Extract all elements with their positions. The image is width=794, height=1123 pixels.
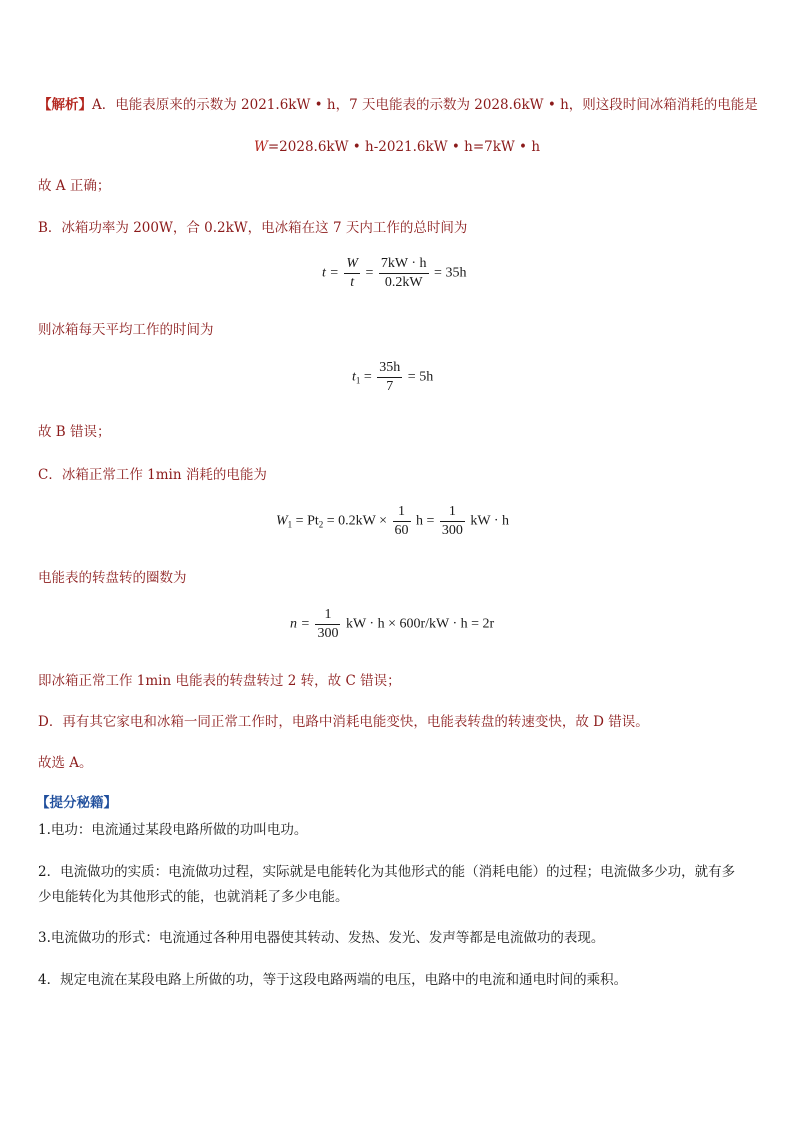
eq-w1-frac2-num: 1 xyxy=(440,504,465,522)
equation-w-rest: =2028.6kW • h-2021.6kW • h=7kW • h xyxy=(267,139,541,155)
equation-w1 xyxy=(276,504,509,539)
analysis-line-a xyxy=(38,96,758,114)
equation-n xyxy=(290,607,494,642)
tips-item-3: 3.电流做功的形式：电流通过各种用电器使其转动、发热、发光、发声等都是电流做功的表现。 xyxy=(38,930,605,946)
analysis-line-c: C．冰箱正常工作 1min 消耗的电能为 xyxy=(38,467,267,483)
eq-t1-lhs-sub: 1 xyxy=(355,375,361,386)
eq-n-den: 300 xyxy=(317,626,339,641)
eq-t1-rhs: = 5h xyxy=(407,369,434,385)
eq-w1-part1: = 0.2kW × xyxy=(326,513,388,529)
eq-n-lhs: n = xyxy=(290,616,310,632)
eq-t-frac2-num: 7kW · h xyxy=(379,256,429,274)
eq-w1-lhs: W xyxy=(276,513,288,529)
eq-w1-lhs-sub: 1 xyxy=(287,519,293,530)
eq-w1-frac2-den: 300 xyxy=(441,523,463,538)
eq-w1-mid-sub: 2 xyxy=(318,519,324,530)
analysis-line-b2: 则冰箱每天平均工作的时间为 xyxy=(38,322,214,338)
analysis-line-c2: 电能表的转盘转的圈数为 xyxy=(38,570,187,586)
eq-n-rhs: kW · h × 600r/kW · h = 2r xyxy=(345,616,495,632)
eq-t-frac2 xyxy=(379,256,429,291)
analysis-line-b: B．冰箱功率为 200W，合 0.2kW，电冰箱在这 7 天内工作的总时间为 xyxy=(38,220,468,236)
equation-w-symbol: W xyxy=(253,139,268,155)
eq-t1-lhs: t xyxy=(352,369,356,385)
eq-n-num: 1 xyxy=(315,607,340,625)
tips-item-2-line-1: 2．电流做功的实质：电流做功过程，实际就是电能转化为其他形式的能（消耗电能）的过程；电流做多少功，就有多 xyxy=(38,864,736,880)
eq-t-frac1 xyxy=(344,256,360,291)
tips-heading: 【提分秘籍】 xyxy=(36,795,117,811)
eq-w1-frac1-den: 60 xyxy=(394,523,409,538)
eq-t1-equals: = xyxy=(363,369,372,385)
eq-t-frac2-den: 0.2kW xyxy=(384,275,423,290)
conclusion-a: 故 A 正确； xyxy=(38,178,111,194)
eq-t-lhs: t = xyxy=(322,265,339,281)
eq-t-equals: = xyxy=(365,265,374,281)
final-answer: 故选 A。 xyxy=(38,755,93,771)
eq-t1-num: 35h xyxy=(377,360,402,378)
eq-t1-frac xyxy=(377,360,402,395)
tips-item-4: 4．规定电流在某段电路上所做的功，等于这段电路两端的电压，电路中的电流和通电时间的乘积。 xyxy=(38,972,628,988)
eq-w1-part2: h = xyxy=(416,513,435,529)
conclusion-c: 即冰箱正常工作 1min 电能表的转盘转过 2 转，故 C 错误； xyxy=(38,673,401,689)
eq-w1-frac1 xyxy=(393,504,411,539)
equation-t1 xyxy=(352,360,433,395)
conclusion-b: 故 B 错误； xyxy=(38,424,111,440)
eq-t-frac1-den: t xyxy=(350,275,355,290)
analysis-label: 【解析】 xyxy=(38,97,92,113)
equation-w xyxy=(0,138,794,156)
analysis-line-d: D．再有其它家电和冰箱一同正常工作时，电路中消耗电能变快，电能表转盘的转速变快，故 D 错误。 xyxy=(38,714,649,730)
eq-w1-frac2 xyxy=(440,504,465,539)
eq-w1-frac1-num: 1 xyxy=(393,504,411,522)
tips-item-1: 1.电功：电流通过某段电路所做的功叫电功。 xyxy=(38,822,308,838)
equation-t xyxy=(322,256,466,291)
analysis-text-a: A．电能表原来的示数为 2021.6kW • h，7 天电能表的示数为 2028.6kW • h，则这段时间冰箱消耗的电能是 xyxy=(92,97,758,113)
eq-t1-den: 7 xyxy=(386,379,394,394)
tips-item-2-line-2: 少电能转化为其他形式的能，也就消耗了多少电能。 xyxy=(38,889,349,905)
eq-w1-part3: kW · h xyxy=(470,513,510,529)
eq-t-rhs: = 35h xyxy=(434,265,467,281)
eq-n-frac xyxy=(315,607,340,642)
eq-w1-mid: = Pt xyxy=(295,513,319,529)
eq-t-frac1-num: W xyxy=(344,256,360,274)
